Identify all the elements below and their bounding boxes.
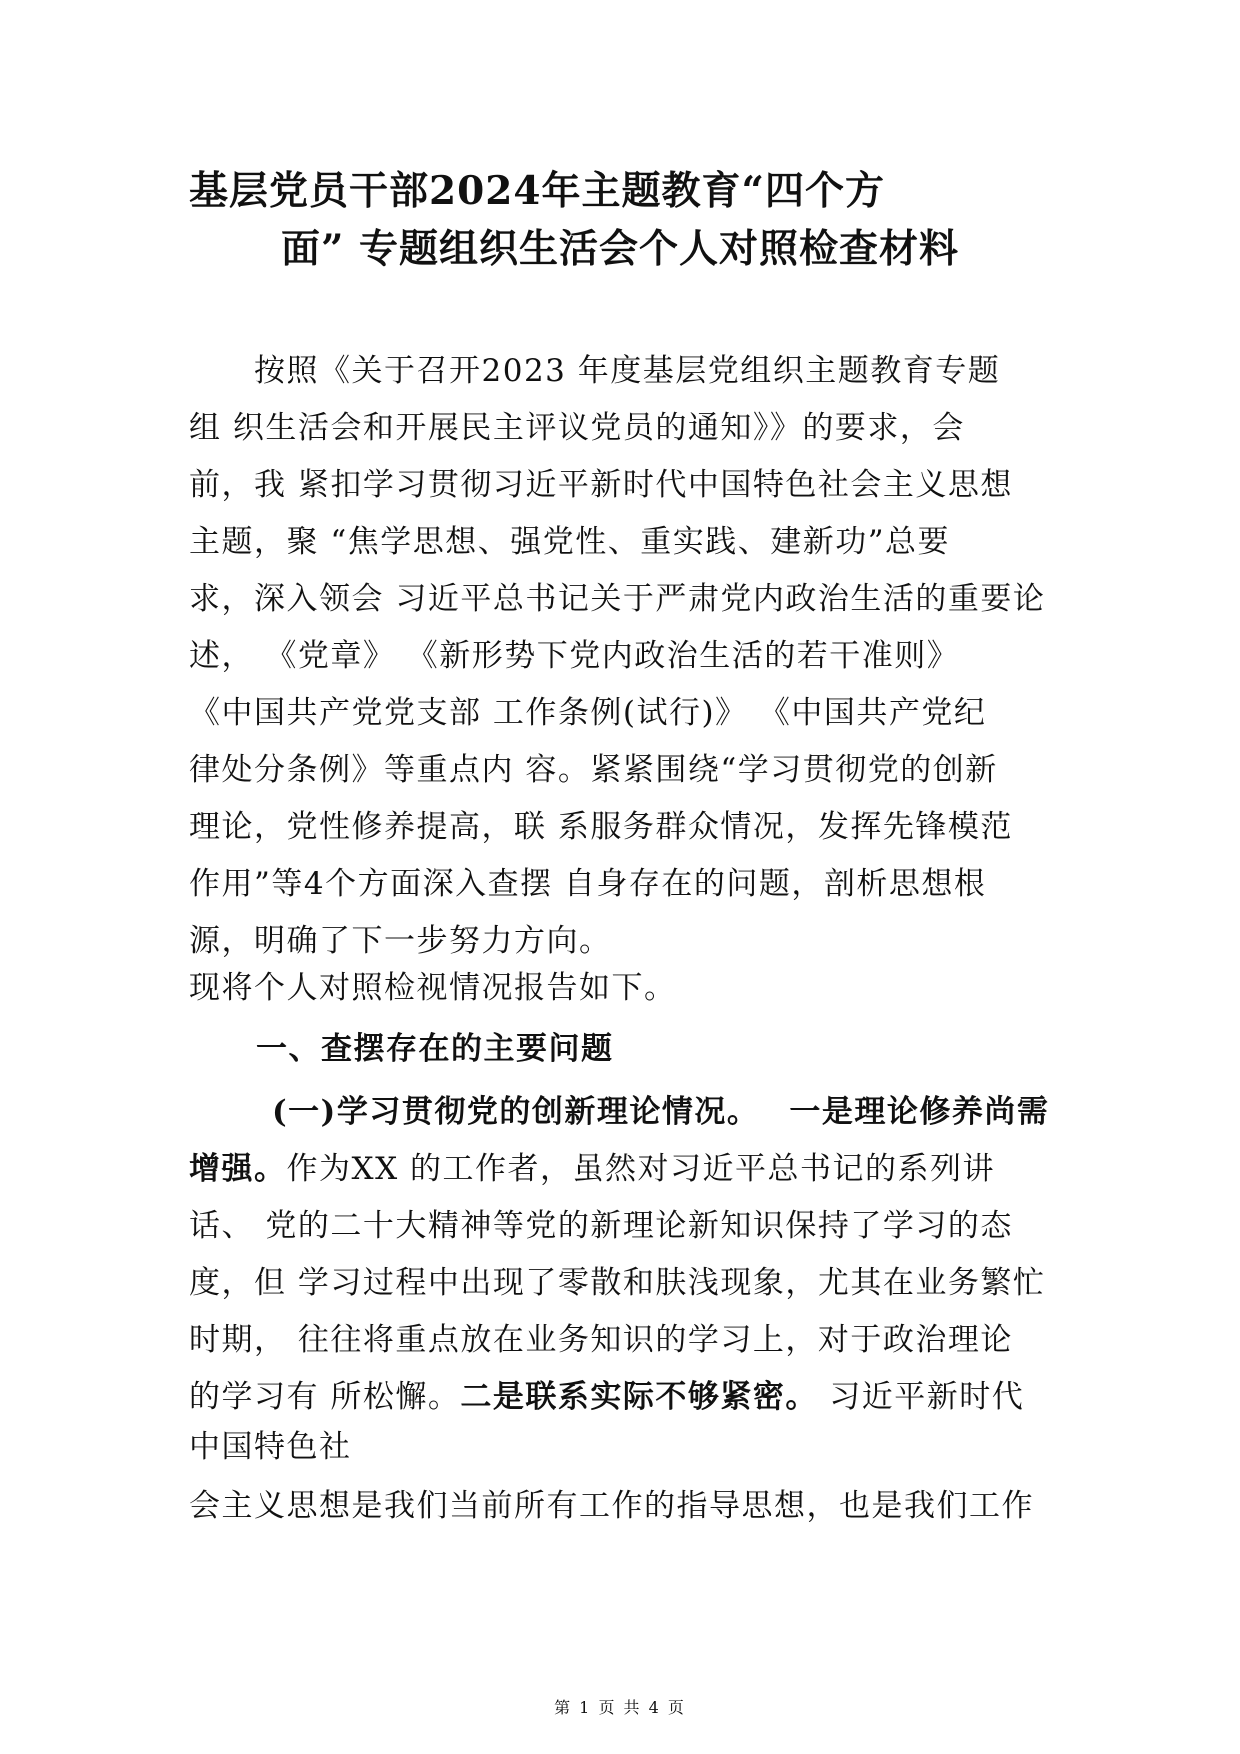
intro-line: 组 织生活会和开展民主评议党员的通知》》的要求，会 [189, 410, 965, 446]
body-line: 会主义思想是我们当前所有工作的指导思想，也是我们工作 [189, 1488, 1034, 1524]
intro-line: 按照《关于召开2023 年度基层党组织主题教育专题 [189, 353, 1001, 389]
document-title-line-2: 面” 专题组织生活会个人对照检查材料 [281, 226, 960, 272]
intro-line: 求，深入领会 习近平总书记关于严肃党内政治生活的重要论 [189, 581, 1046, 617]
body-text: 作为XX 的工作者，虽然对习近平总书记的系列讲 [286, 1151, 995, 1187]
intro-line: 主题，聚 “焦学思想、强党性、重实践、建新功”总要 [189, 524, 951, 560]
section-heading: 一、查摆存在的主要问题 [256, 1031, 614, 1067]
point-one-title-cont: 增强。 [189, 1151, 287, 1187]
body-line: 度，但 学习过程中出现了零散和肤浅现象，尤其在业务繁忙 [189, 1265, 1046, 1301]
body-line: 中国特色社 [189, 1429, 352, 1465]
body-text: 的学习有 所松懈。 [189, 1379, 461, 1415]
body-line: 话、 党的二十大精神等党的新理论新知识保持了学习的态 [189, 1208, 1013, 1244]
page-footer: 第 1 页 共 4 页 [554, 1698, 686, 1717]
intro-line: 理论，党性修养提高，联 系服务群众情况，发挥先锋模范 [189, 809, 1013, 845]
intro-line: 作用”等4个方面深入查摆 自身存在的问题，剖析思想根 [189, 866, 987, 902]
intro-line: 《中国共产党党支部 工作条例(试行)》 《中国共产党纪 [189, 695, 987, 731]
body-line [189, 1143, 995, 1188]
intro-line: 律处分条例》等重点内 容。紧紧围绕“学习贯彻党的创新 [189, 752, 998, 788]
intro-line: 前，我 紧扣学习贯彻习近平新时代中国特色社会主义思想 [189, 467, 1013, 503]
intro-line: 现将个人对照检视情况报告如下。 [189, 970, 677, 1006]
point-two-title: 二是联系实际不够紧密。 [460, 1379, 818, 1415]
subsection-first-line [272, 1086, 1049, 1131]
document-title-line-1: 基层党员干部2024年主题教育“四个方 [189, 168, 885, 214]
point-one-title: 一是理论修养尚需 [789, 1094, 1050, 1130]
subsection-title: (一)学习贯彻党的创新理论情况。 [272, 1094, 760, 1130]
body-text: 习近平新时代 [817, 1379, 1025, 1415]
body-line: 时期， 往往将重点放在业务知识的学习上，对于政治理论 [189, 1322, 1013, 1358]
body-line [189, 1371, 1024, 1416]
intro-line: 述， 《党章》 《新形势下党内政治生活的若干准则》 [189, 638, 960, 674]
intro-line: 源，明确了下一步努力方向。 [189, 923, 612, 959]
